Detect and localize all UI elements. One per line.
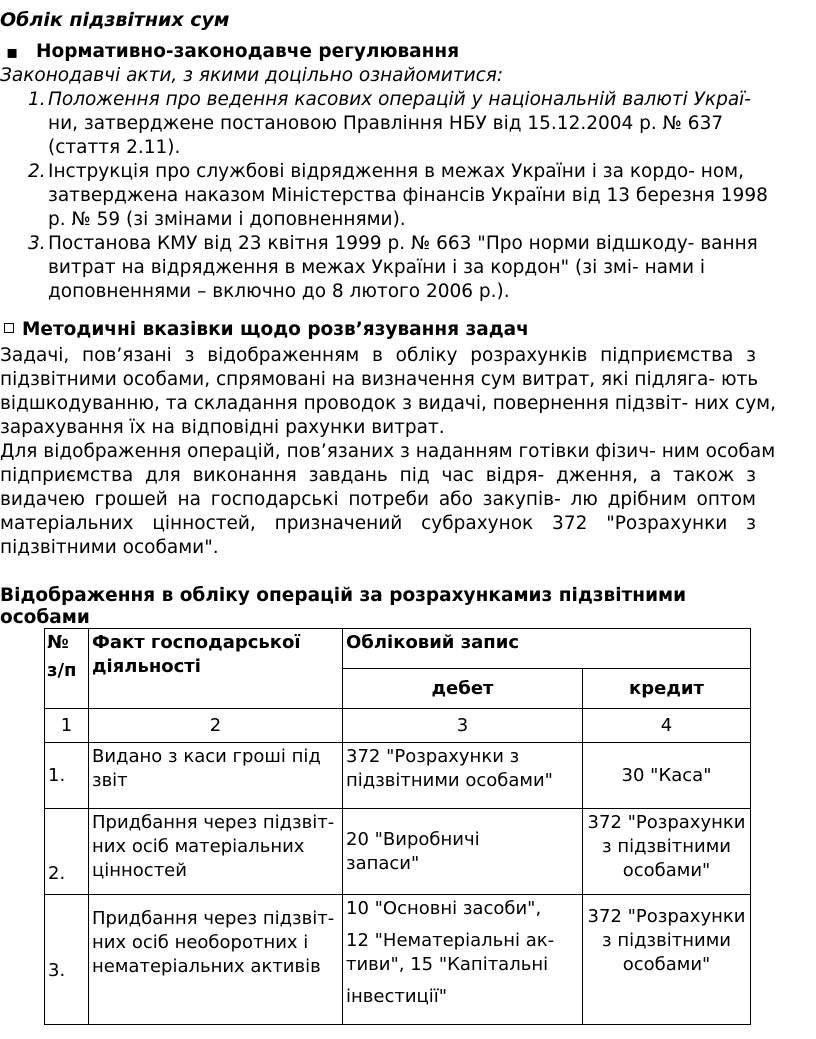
legal-item-1-line-2: ни, затверджене постановою Правління НБУ від 15.12.2004 р. № 637 bbox=[48, 113, 724, 134]
operations-table bbox=[44, 628, 751, 1025]
col-number: 4 bbox=[583, 709, 751, 743]
methodology-p1-line-2: підзвітними особами, спрямовані на визначення сум витрат, які підляга- ють bbox=[0, 369, 759, 390]
row-debit: 20 "Виробничі запаси" bbox=[343, 809, 583, 895]
legal-item-number: 1. bbox=[28, 89, 46, 110]
methodology-p2-line-1: Для відображення операцій, пов’язаних з наданням готівки фізич- ним особам bbox=[0, 441, 776, 462]
legal-item-text: Положення про ведення касових операцій у національній валюті Украї- bbox=[48, 89, 751, 110]
row-fact: Видано з каси гроші під звіт bbox=[89, 743, 343, 809]
methodology-p2-line-4: матеріальних цінностей, призначений субрахунок 372 "Розрахунки з bbox=[0, 513, 756, 534]
col-number: 2 bbox=[89, 709, 343, 743]
row-debit: 10 "Основні засоби", 12 "Нематеріальні ак- тиви", 15 "Капітальні інвестиції" bbox=[343, 895, 583, 1025]
row-credit: 30 "Каса" bbox=[583, 743, 751, 809]
methodology-p2-line-5: підзвітними особами". bbox=[0, 537, 219, 558]
row-num: 3. bbox=[45, 895, 89, 1025]
methodology-p2-line-3: видачею грошей на господарські потреби або закупів- лю дрібним оптом bbox=[0, 489, 756, 510]
legal-item-3-line-3: доповненнями – включно до 8 лютого 2006 р.). bbox=[48, 281, 510, 302]
legal-acts-intro: Законодавчі акти, з якими доцільно ознайомитися: bbox=[0, 65, 504, 86]
bullet-square-icon: ▪ bbox=[6, 42, 19, 63]
row-fact: Придбання через підзвіт- них осіб необоротних і нематеріальних активів bbox=[89, 895, 343, 1025]
legal-item-2-line-2: затверджена наказом Міністерства фінансів України від 13 березня 1998 bbox=[48, 185, 768, 206]
methodology-p2-line-2: підприємства для виконання завдань під час відря- дження, а також з bbox=[0, 465, 756, 486]
legal-item-1-line-3: (стаття 2.11). bbox=[48, 137, 181, 158]
header-fact: Факт господарської діяльності bbox=[89, 629, 343, 709]
legal-item-2-line-3: р. № 59 (зі змінами і доповненнями). bbox=[48, 209, 406, 230]
row-fact: Придбання через підзвіт- них осіб матеріальних цінностей bbox=[89, 809, 343, 895]
page-title: Облік підзвітних сум bbox=[0, 9, 230, 31]
legal-item-3-line-2: витрат на відрядження в межах України і за кордон" (зі змі- нами і bbox=[48, 257, 706, 278]
methodology-p1-line-3: відшкодуванню, та складання проводок з видачі, повернення підзвіт- них сум, bbox=[0, 393, 776, 414]
col-number: 3 bbox=[343, 709, 583, 743]
table-header-row bbox=[45, 629, 751, 669]
methodology-p1-line-1: Задачі, пов’язані з відображенням в обліку розрахунків підприємства з bbox=[0, 345, 756, 366]
legal-item-number: 3. bbox=[28, 233, 46, 254]
header-debit: дебет bbox=[343, 669, 583, 709]
legal-item-text: Інструкція про службові відрядження в межах України і за кордо- ном, bbox=[48, 161, 744, 182]
column-numbers-row bbox=[45, 709, 751, 743]
col-number: 1 bbox=[45, 709, 89, 743]
methodology-p1-line-4: зарахування їх на відповідні рахунки витрат. bbox=[0, 417, 445, 438]
table-heading: Відображення в обліку операцій за розрахункамиз підзвітними bbox=[0, 585, 687, 606]
row-num: 2. bbox=[45, 809, 89, 895]
header-entry: Обліковий запис bbox=[343, 629, 751, 669]
table-row bbox=[45, 743, 751, 809]
legal-item-number: 2. bbox=[28, 161, 46, 182]
row-num: 1. bbox=[45, 743, 89, 809]
legal-item-text: Постанова КМУ від 23 квітня 1999 р. № 663 "Про норми відшкоду- вання bbox=[48, 233, 758, 254]
regulation-heading: Нормативно-законодавче регулювання bbox=[36, 41, 460, 62]
table-row bbox=[45, 809, 751, 895]
header-credit: кредит bbox=[583, 669, 751, 709]
table-row bbox=[45, 895, 751, 1025]
table-heading-line-2: особами bbox=[0, 607, 90, 628]
row-debit: 372 "Розрахунки з підзвітними особами" bbox=[343, 743, 583, 809]
bullet-box-icon bbox=[4, 323, 14, 333]
header-num: № з/п bbox=[45, 629, 89, 709]
methodology-heading: Методичні вказівки щодо розв’язування задач bbox=[22, 319, 529, 340]
row-credit: 372 "Розрахунки з підзвітними особами" bbox=[583, 895, 751, 1025]
row-credit: 372 "Розрахунки з підзвітними особами" bbox=[583, 809, 751, 895]
